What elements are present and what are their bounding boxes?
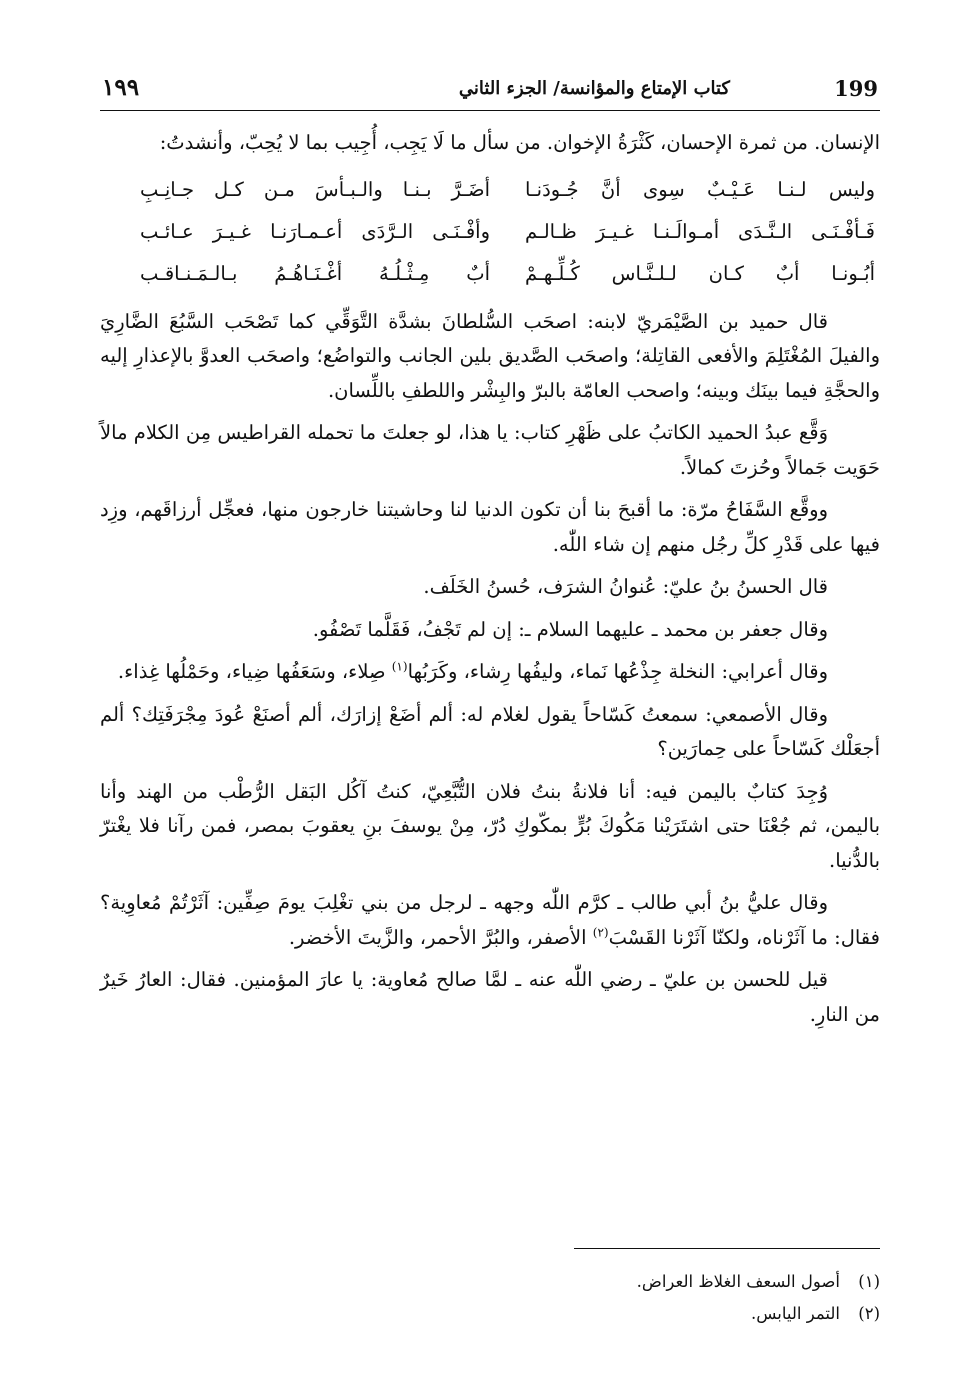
paragraph-10-text: الأصفر، والبُرَّ الأحمر، والزَّيتَ الأخضر. [288, 925, 593, 949]
footnote-number: (٢) [858, 1304, 880, 1323]
verse-first-half: فَـأفْـنَـى الـنَّـدَى أمـوالَـنـا غـيـرَ ظـالـم [525, 219, 875, 243]
paragraph-11: قيل للحسن بن عليّ ـ رضي اللّٰه عنه ـ لمَّا صالح مُعاوية: يا عارَ المؤمنين. فقال: العارُ خَيرٌ من النارِ. [100, 968, 880, 1026]
footnote-text: أصول السعف الغلاظ العراض. [636, 1272, 840, 1291]
footnote [280, 1298, 880, 1330]
footnotes [280, 1266, 880, 1330]
paragraph-8: وقال الأصمعي: سمعتُ كَسّاحاً يقول لغلام له: ألم أضَعْ إزارَك، ألم أصنَعْ عُودَ مِجْرَفَتِك؟ ألم أجعَلْك كَسّاحاً على حِمارَين؟ [100, 702, 880, 760]
paragraph-10 [100, 886, 880, 955]
page-number-latin: 199 [834, 76, 878, 101]
paragraph-4: ووقَّع السَّفَاحُ مرّة: ما أقبحَ بنا أن تكون الدنيا لنا وحاشيتنا خارجون منها، فعجِّل أرزاقَهم، وزِد فيها على قَدْرِ كلِّ رجُل منهم إن شاء اللّٰه. [100, 498, 880, 556]
paragraph-10-text: وقال عليُّ بنُ أبي طالب ـ كرَّم اللّٰه وجهه ـ لرجل من بني تغْلِبَ يومَ صِفِّين: آثَرْتُمْ مُعاوِية؟ فقال: ما آثَرْناه، ولكنّا آثَرْنا القَسْبَ [100, 891, 880, 949]
paragraph-7 [100, 655, 880, 690]
running-title: كتاب الإمتاع والمؤانسة/ الجزء الثاني [458, 78, 730, 99]
paragraph-6: وقال جعفر بن محمد ـ عليهما السلام ـ: إن لم تَجْفُ، فَقَلَّما تَصْفُو. [312, 617, 828, 641]
paragraph-9: وُجِدَ كتابٌ باليمن فيه: أنا فلانةُ بنتُ فلان التُّبَّعِيّ، كنتُ آكُل البَقل الرُّطْب من الهند وأنا باليمن، ثم جُعْنَا حتى اشتَرَيْنا مَكُوكَ بُرٍّ بمكّوكِ دُرّ، مِنْ يوسفَ بنِ يعقوبَ بمصر، فمن رآنا فلا يغْترّ بالدُّنيا. [100, 779, 880, 872]
footnote [280, 1266, 880, 1298]
footnote-number: (١) [858, 1272, 880, 1291]
footnote-ref-2: (٢) [592, 925, 609, 939]
poem [100, 169, 880, 295]
verse-second-half: أضَـرَّ بـنـا والـبـأسَ مـن كـل جـانِـبِ [140, 177, 490, 201]
paragraph-2: قال حميد بن الصَّيْمَريّ لابنه: اصحَب السُّلطانَ بشدَّة التَّوَقِّي كما تَصْحَب السَّبُعَ الضَّارِيَ والفيلَ المُغْتَلِمَ والأفعى القاتِلة؛ واصحَب الصَّديق بلين الجانب والتواضُع؛ واصحَب العدوَّ بالإعذارِ إليه والحجَّةِ فيما بينَك وبينه؛ واصحب العامّة بالبرّ والبِشْر واللطفِ باللِّسان. [100, 309, 880, 402]
paragraph-3: وَقَّع عبدُ الحميد الكاتبُ على ظَهْرِ كتاب: يا هذا، لو جعلتَ ما تحمله القراطيس مِن الكلام مالاً حَوَيت جَمالاً وحُزتَ كمالاً. [100, 421, 880, 479]
footnote-separator [574, 1248, 880, 1249]
verse-second-half: وأفْـنَـى الـرَّدَى أعـمـارَنـا غـيـرَ عـائـب [140, 219, 490, 243]
footnote-text: التمر اليابس. [751, 1304, 840, 1323]
poem-verse [100, 169, 880, 211]
poem-verse [100, 211, 880, 253]
verse-first-half: وليس لـنـا عَـيْـبٌ سِوى أنَّ جُـودَنـا [525, 177, 875, 201]
paragraph-1: الإنسان. من ثمرة الإحسان، كَثْرَةُ الإخوان. من سأل ما لَا يَجِب، أُجِيب بما لا يُحِبّ، وأنشدتُ: [159, 131, 880, 154]
paragraph-7-text: وقال أعرابي: النخلة جِذْعُها نَماء، وليفُها رِشاء، وكَرَبُها [407, 660, 828, 683]
page-header [100, 70, 880, 111]
verse-second-half: أبٌ مِـثْـلُـهُ أغْـنَـاهُـمُ بـالـمَـنـاقـب [140, 261, 490, 285]
paragraph-5: قال الحسنُ بنُ عليّ: عُنوانُ الشرَف، حُسنُ الخَلَف. [423, 575, 828, 598]
paragraph-7-text: صِلاء، وسَعَفُها ضِياء، وحَمْلُها غِذاء. [117, 660, 392, 683]
poem-verse [100, 253, 880, 295]
verse-first-half: أبُـونـا أبٌ كـان لـلـنَّـاس كُـلِّـهـمْ [525, 261, 875, 285]
page-number-arabic: ١٩٩ [102, 74, 140, 101]
footnote-ref-1: (١) [391, 659, 408, 674]
main-text [100, 126, 880, 1040]
